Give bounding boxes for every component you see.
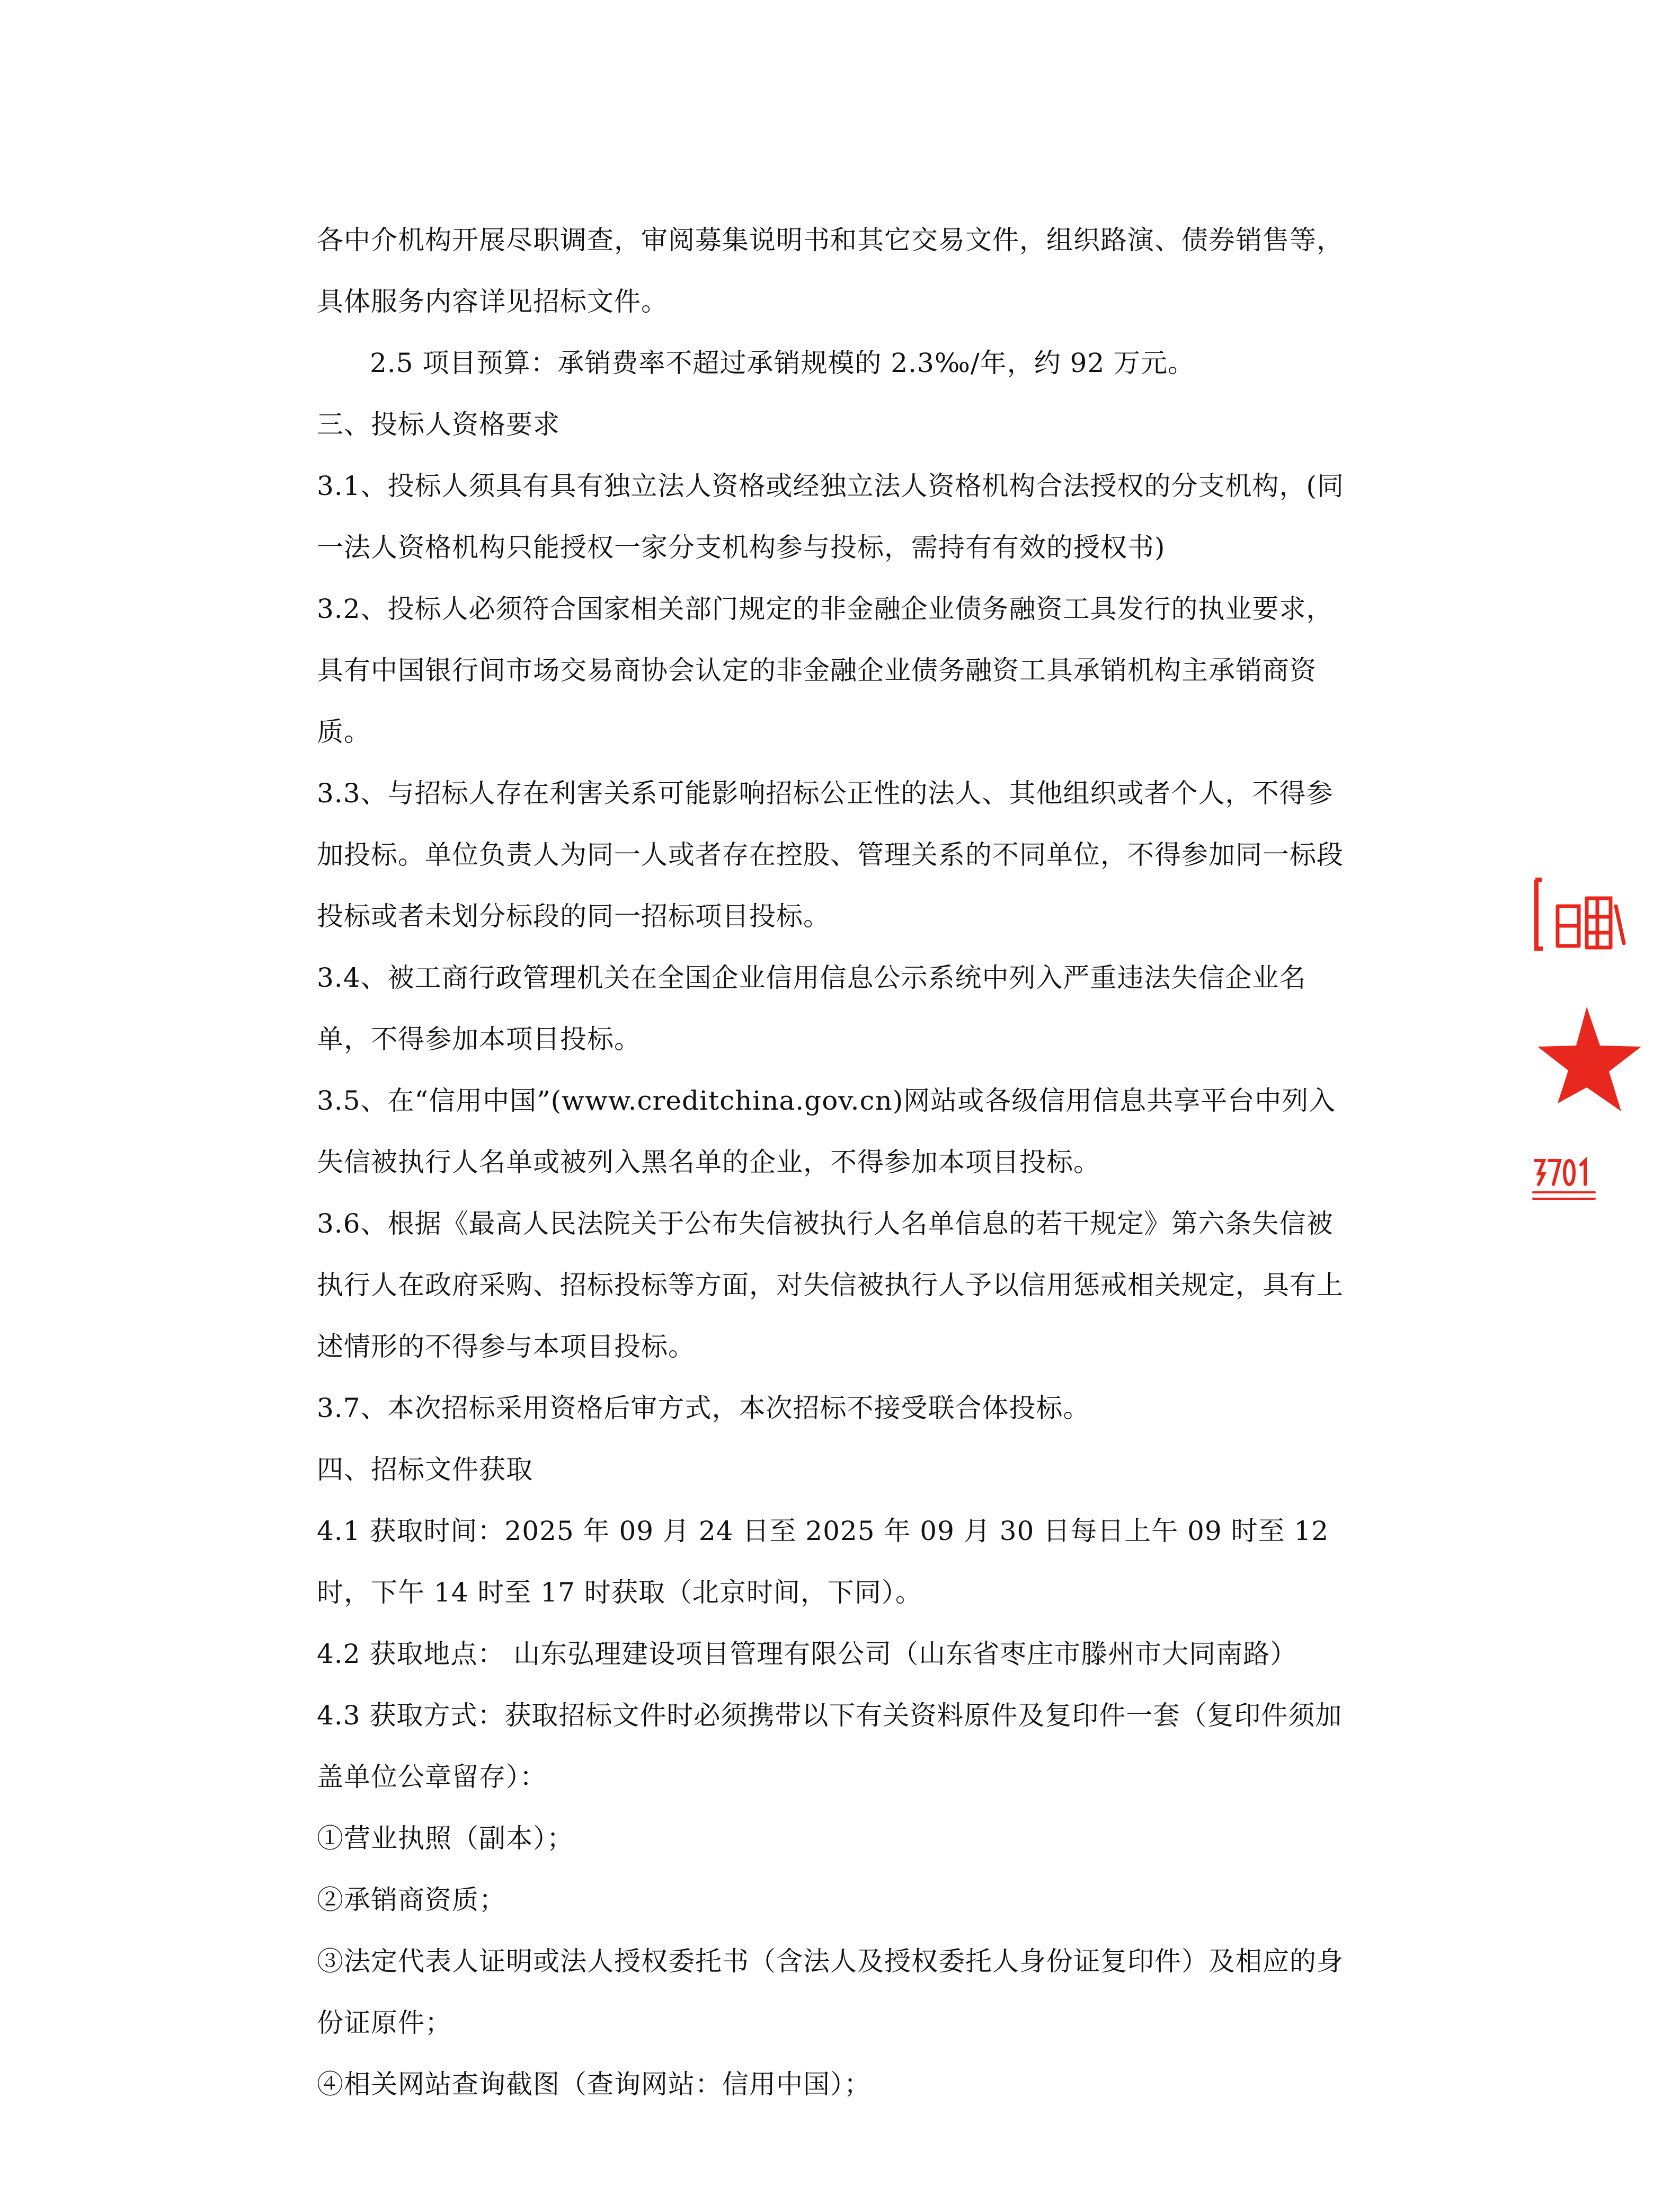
paragraph-p4: 3.1、投标人须具有具有独立法人资格或经独立法人资格机构合法授权的分支机构，(同一法人资格机构只能授权一家分支机构参与投标，需持有有效的授权书) — [317, 471, 1345, 563]
paragraph-p3: 三、投标人资格要求 — [317, 409, 560, 440]
seal-star-mark — [1537, 1007, 1641, 1111]
paragraph-p5: 3.2、投标人必须符合国家相关部门规定的非金融企业债务融资工具发行的执业要求，具有中国银行间市场交易商协会认定的非金融企业债务融资工具承销机构主承销商资质。 — [317, 594, 1334, 747]
paragraph-p8: 3.5、在“信用中国”(www.creditchina.gov.cn)网站或各级信用信息共享平台中列入失信被执行人名单或被列入黑名单的企业，不得参加本项目投标。 — [317, 1085, 1336, 1178]
paragraph-p7: 3.4、被工商行政管理机关在全国企业信用信息公示系统中列入严重违法失信企业名单，不得参加本项目投标。 — [317, 962, 1306, 1055]
paragraph-p16: ②承销商资质； — [317, 1884, 506, 1915]
paragraph-p12: 4.1 获取时间：2025 年 09 月 24 日至 2025 年 09 月 30 日每日上午 09 时至 12 时，下午 14 时至 17 时获取（北京时间，下同）。 — [317, 1516, 1329, 1608]
paragraph-p11: 四、招标文件获取 — [317, 1454, 533, 1485]
paragraph-p17: ③法定代表人证明或法人授权委托书（含法人及授权委托人身份证复印件）及相应的身份证原件； — [317, 1946, 1344, 2038]
seal-bracket-mark — [1535, 880, 1543, 949]
document-body — [317, 209, 1355, 2115]
paragraph-p14: 4.3 获取方式：获取招标文件时必须携带以下有关资料原件及复印件一套（复印件须加盖单位公章留存）： — [317, 1700, 1343, 1792]
seal-arc-text-mark — [1558, 898, 1624, 948]
paragraph-p13: 4.2 获取地点： 山东弘理建设项目管理有限公司（山东省枣庄市滕州市大同南路） — [317, 1639, 1297, 1669]
seal-number-mark — [1533, 1161, 1595, 1199]
paragraph-p1: 各中介机构开展尽职调查，审阅募集说明书和其它交易文件，组织路演、债券销售等，具体服务内容详见招标文件。 — [317, 225, 1344, 317]
paragraph-p6: 3.3、与招标人存在利害关系可能影响招标公正性的法人、其他组织或者个人，不得参加投标。单位负责人为同一人或者存在控股、管理关系的不同单位，不得参加同一标段投标或者未划分标段的同一招标项目投标。 — [317, 778, 1344, 932]
paragraph-p10: 3.7、本次招标采用资格后审方式，本次招标不接受联合体投标。 — [317, 1393, 1090, 1423]
paragraph-p2: 2.5 项目预算：承销费率不超过承销规模的 2.3‰/年，约 92 万元。 — [370, 348, 1195, 378]
paragraph-p15: ①营业执照（副本）； — [317, 1823, 574, 1854]
paragraph-p9: 3.6、根据《最高人民法院关于公布失信被执行人名单信息的若干规定》第六条失信被执行人在政府采购、招标投标等方面，对失信被执行人予以信用惩戒相关规定，具有上述情形的不得参与本项目投标。 — [317, 1208, 1344, 1362]
official-seal-fragment — [1526, 874, 1680, 1214]
paragraph-p18: ④相关网站查询截图（查询网站：信用中国）； — [317, 2069, 871, 2100]
